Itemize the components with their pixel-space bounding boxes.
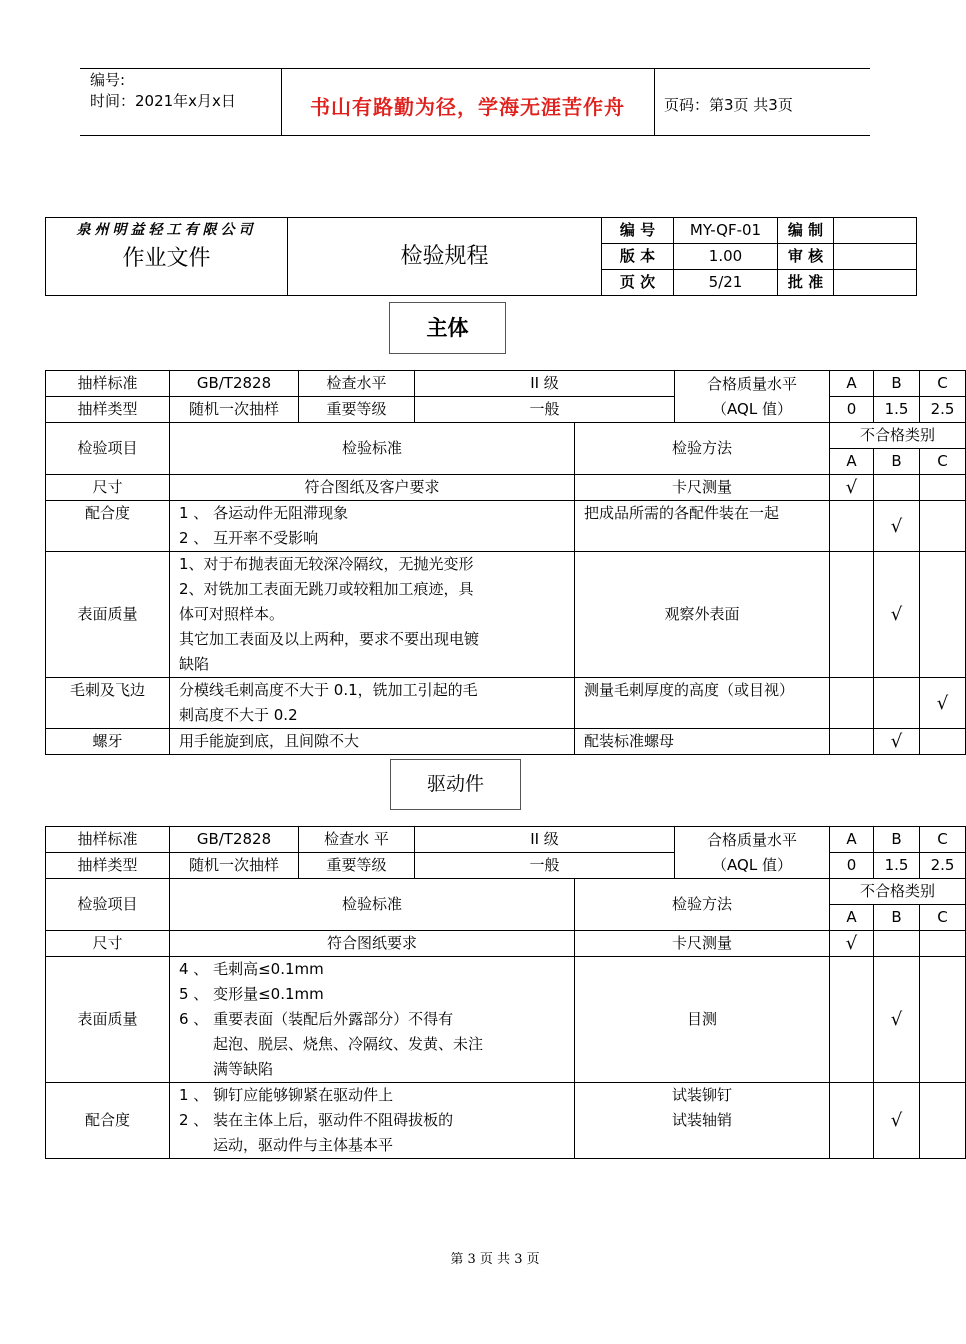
table-row	[46, 475, 966, 501]
sampling-type-label: 抽样类型	[46, 397, 170, 423]
number-label: 编号:	[90, 71, 126, 89]
aql-value-a: 0	[830, 397, 874, 423]
table-row	[46, 501, 966, 552]
time-label: 时间：2021年x月x日	[90, 92, 236, 110]
header-left	[90, 70, 236, 112]
aql-value-c: 2.5	[920, 397, 966, 423]
class-head-a: A	[830, 905, 874, 931]
aql-head-c: C	[920, 371, 966, 397]
value-review	[834, 244, 917, 270]
aql-value-c: 2.5	[920, 853, 966, 879]
row-item: 配合度	[46, 1083, 170, 1159]
doc-info-table	[45, 217, 917, 296]
sampling-type: 随机一次抽样	[170, 397, 299, 423]
header-top-rule	[80, 68, 870, 69]
sampling-std-label: 抽样标准	[46, 827, 170, 853]
value-number: MY-QF-01	[674, 218, 778, 244]
table-row	[46, 1083, 966, 1159]
row-std: 符合图纸及客户要求	[170, 475, 575, 501]
importance-label: 重要等级	[299, 853, 415, 879]
row-std: 用手能旋到底，且间隙不大	[170, 729, 575, 755]
col-std: 检验标准	[170, 423, 575, 475]
label-number: 编 号	[602, 218, 674, 244]
check-mark: √	[830, 475, 874, 501]
importance: 一般	[415, 397, 675, 423]
sampling-type: 随机一次抽样	[170, 853, 299, 879]
value-compile	[834, 218, 917, 244]
check-mark: √	[874, 501, 920, 552]
col-method: 检验方法	[575, 423, 830, 475]
label-page: 页 次	[602, 270, 674, 296]
table-row	[46, 678, 966, 729]
check-mark: √	[830, 931, 874, 957]
row-item: 表面质量	[46, 957, 170, 1083]
class-head-c: C	[920, 905, 966, 931]
col-std: 检验标准	[170, 879, 575, 931]
row-std: 1 、 各运动件无阻滞现象 2 、 互开率不受影响	[170, 501, 575, 552]
table-row	[46, 552, 966, 678]
row-method: 配装标准螺母	[575, 729, 830, 755]
check-mark: √	[920, 678, 966, 729]
inspect-level: II 级	[415, 827, 675, 853]
company-name: 泉州明益轻工有限公司	[46, 218, 288, 244]
aql-head-a: A	[830, 371, 874, 397]
check-mark: √	[874, 552, 920, 678]
value-page: 5/21	[674, 270, 778, 296]
aql-head-a: A	[830, 827, 874, 853]
doc-type: 作业文件	[46, 244, 288, 296]
row-method: 测量毛刺厚度的高度（或目视）	[575, 678, 830, 729]
aql-head-b: B	[874, 371, 920, 397]
table-row	[46, 957, 966, 1083]
class-head-b: B	[874, 449, 920, 475]
class-head-a: A	[830, 449, 874, 475]
label-compile: 编 制	[778, 218, 834, 244]
importance: 一般	[415, 853, 675, 879]
sampling-type-label: 抽样类型	[46, 853, 170, 879]
doc-title: 检验规程	[288, 218, 602, 296]
aql-head-b: B	[874, 827, 920, 853]
col-item: 检验项目	[46, 879, 170, 931]
aql-value-b: 1.5	[874, 397, 920, 423]
row-item: 表面质量	[46, 552, 170, 678]
row-std: 符合图纸要求	[170, 931, 575, 957]
row-std: 1、对于布抛表面无较深冷隔纹，无抛光变形 2、对铣加工表面无跳刀或较粗加工痕迹，具 体可对照样本。 其它加工表面及以上两种，要求不要出现电镀 缺陷	[170, 552, 575, 678]
motto: 书山有路勤为径，学海无涯苦作舟	[310, 95, 625, 119]
table-row	[46, 931, 966, 957]
inspection-table-main-body	[45, 370, 966, 755]
aql-value-a: 0	[830, 853, 874, 879]
row-item: 配合度	[46, 501, 170, 552]
row-item: 毛刺及飞边	[46, 678, 170, 729]
page-info: 页码：第3页 共3页	[664, 96, 793, 114]
label-review: 审 核	[778, 244, 834, 270]
row-method: 观察外表面	[575, 552, 830, 678]
aql-value-b: 1.5	[874, 853, 920, 879]
row-method: 卡尺测量	[575, 931, 830, 957]
check-mark: √	[874, 729, 920, 755]
row-item: 尺寸	[46, 931, 170, 957]
page-footer: 第 3 页 共 3 页	[450, 1252, 540, 1267]
sampling-std: GB/T2828	[170, 827, 299, 853]
col-method: 检验方法	[575, 879, 830, 931]
row-item: 尺寸	[46, 475, 170, 501]
row-std: 4 、 毛刺高≤0.1mm 5 、 变形量≤0.1mm 6 、 重要表面（装配后外露部分）不得有 起泡、脱层、烧焦、冷隔纹、发黄、未注 满等缺陷	[170, 957, 575, 1083]
importance-label: 重要等级	[299, 397, 415, 423]
inspect-level: II 级	[415, 371, 675, 397]
table-row	[46, 729, 966, 755]
value-approve	[834, 270, 917, 296]
header-bottom-rule	[80, 135, 870, 136]
aql-label: 合格质量水平 （AQL 值）	[675, 371, 830, 423]
check-mark: √	[874, 957, 920, 1083]
aql-label: 合格质量水平 （AQL 值）	[675, 827, 830, 879]
row-std: 分模线毛刺高度不大于 0.1，铣加工引起的毛 刺高度不大于 0.2	[170, 678, 575, 729]
sampling-std: GB/T2828	[170, 371, 299, 397]
check-mark: √	[874, 1083, 920, 1159]
label-version: 版 本	[602, 244, 674, 270]
col-class: 不合格类别	[830, 879, 966, 905]
row-method: 把成品所需的各配件装在一起	[575, 501, 830, 552]
col-item: 检验项目	[46, 423, 170, 475]
value-version: 1.00	[674, 244, 778, 270]
class-head-b: B	[874, 905, 920, 931]
row-item: 螺牙	[46, 729, 170, 755]
row-method: 卡尺测量	[575, 475, 830, 501]
label-approve: 批 准	[778, 270, 834, 296]
inspect-level-label: 检查水平	[299, 371, 415, 397]
section-title-drive-part: 驱动件	[390, 759, 521, 810]
inspect-level-label: 检查水 平	[299, 827, 415, 853]
row-method: 试装铆钉 试装轴销	[575, 1083, 830, 1159]
sampling-std-label: 抽样标准	[46, 371, 170, 397]
class-head-c: C	[920, 449, 966, 475]
row-std: 1 、 铆钉应能够铆紧在驱动件上 2 、 装在主体上后，驱动件不阻碍拔板的 运动，驱动件与主体基本平	[170, 1083, 575, 1159]
inspection-table-drive-part	[45, 826, 966, 1159]
col-class: 不合格类别	[830, 423, 966, 449]
section-title-main-body: 主体	[389, 302, 506, 354]
aql-head-c: C	[920, 827, 966, 853]
row-method: 目测	[575, 957, 830, 1083]
header-divider-right	[654, 68, 655, 135]
